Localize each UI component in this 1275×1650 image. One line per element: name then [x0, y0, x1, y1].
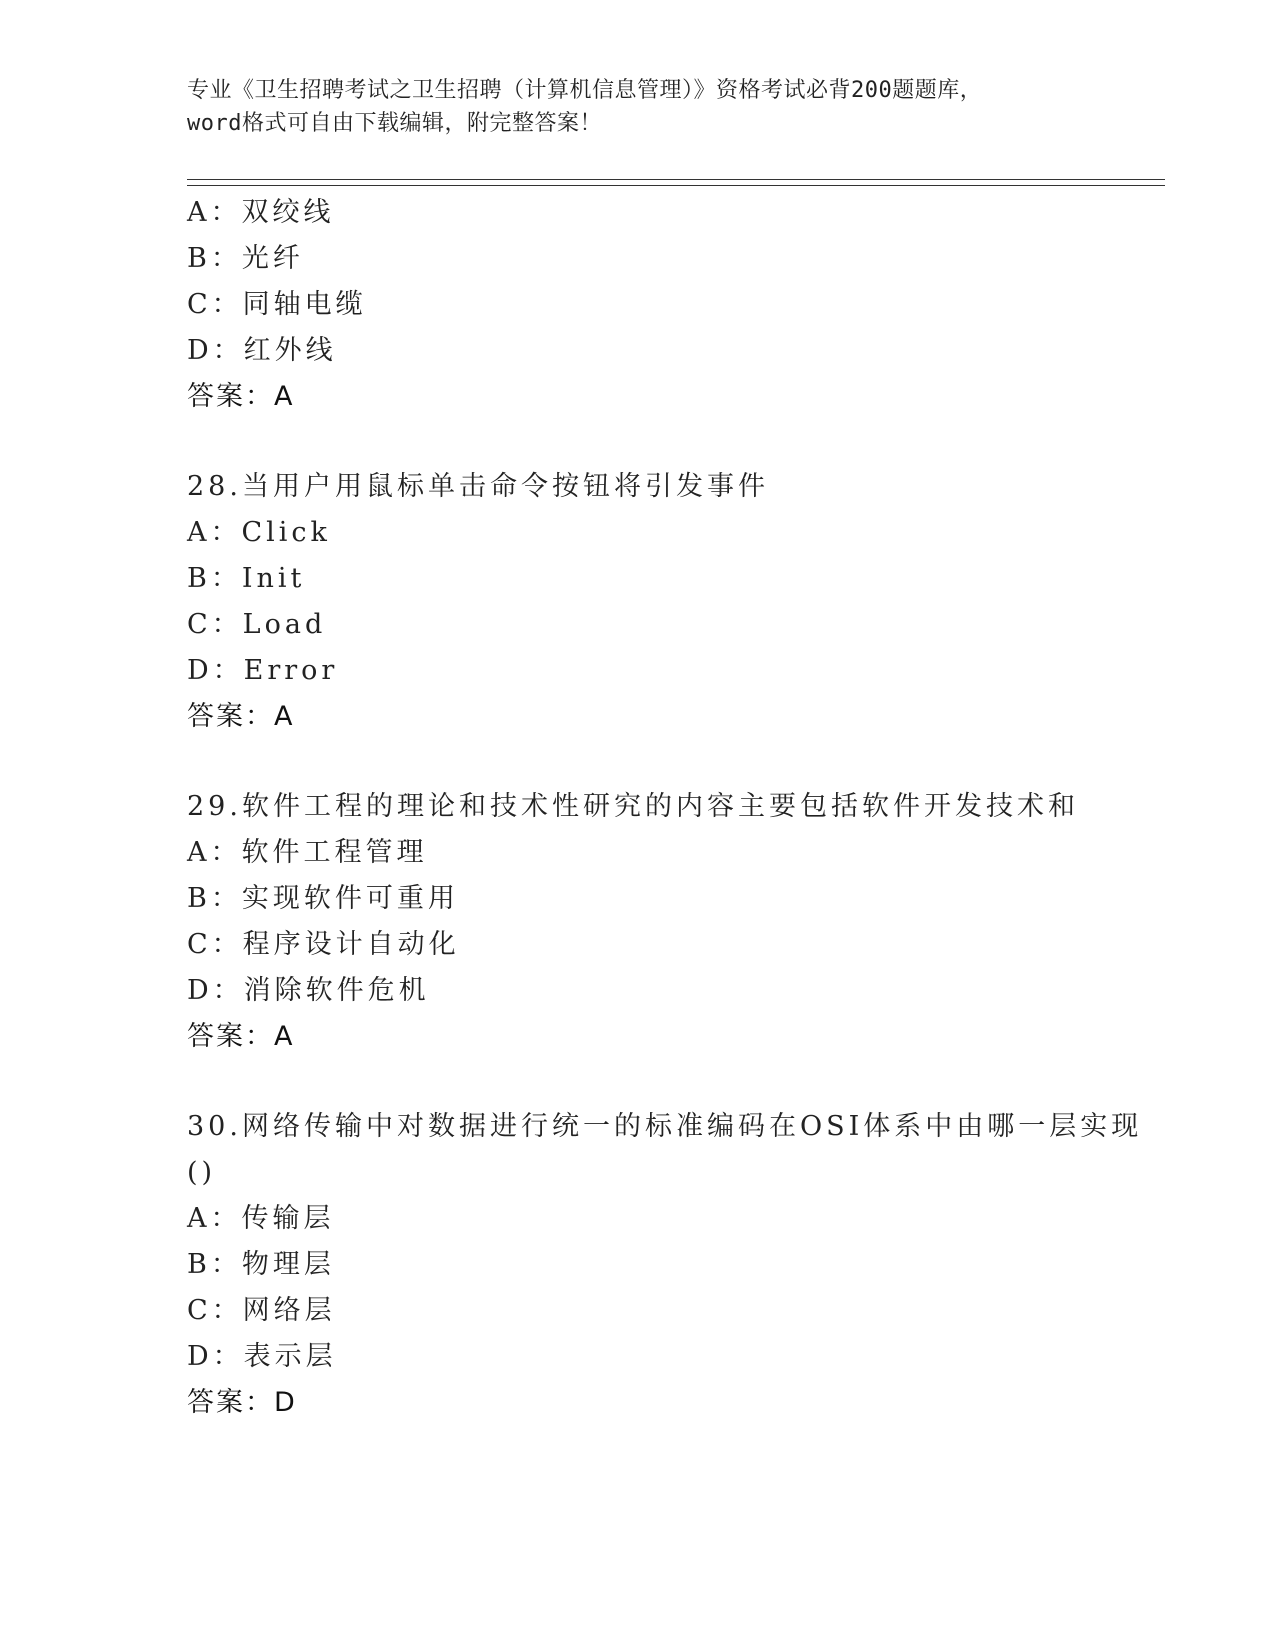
document-header	[187, 74, 1087, 140]
answer-line: 答案：A	[187, 1021, 295, 1052]
option-a: A：传输层	[187, 1203, 335, 1234]
option-b: B：实现软件可重用	[187, 883, 459, 914]
option-b: B：光纤	[187, 243, 304, 274]
question-spacer	[187, 1060, 1167, 1104]
question-30	[187, 1104, 1167, 1426]
question-29	[187, 784, 1167, 1060]
option-c: C：同轴电缆	[187, 289, 367, 320]
header-title-line-1: 专业《卫生招聘考试之卫生招聘（计算机信息管理）》资格考试必背200题题库，	[187, 78, 983, 103]
option-b: B：Init	[187, 563, 306, 594]
option-d: D：红外线	[187, 335, 337, 366]
question-spacer	[187, 740, 1167, 784]
question-title: 28.当用户用鼠标单击命令按钮将引发事件	[187, 471, 769, 502]
option-c: C：程序设计自动化	[187, 929, 460, 960]
question-spacer	[187, 420, 1167, 464]
header-divider-bottom	[187, 185, 1165, 186]
option-a: A：双绞线	[187, 197, 335, 228]
option-d: D：消除软件危机	[187, 975, 430, 1006]
header-divider-top	[187, 179, 1165, 180]
answer-line: 答案：A	[187, 381, 295, 412]
answer-line: 答案：D	[187, 1387, 297, 1418]
option-a: A：软件工程管理	[187, 837, 428, 868]
question-27-continued	[187, 190, 1167, 420]
option-b: B：物理层	[187, 1249, 335, 1280]
option-a: A：Click	[187, 517, 331, 548]
question-28	[187, 464, 1167, 740]
question-title: 29.软件工程的理论和技术性研究的内容主要包括软件开发技术和	[187, 791, 1079, 822]
question-list	[187, 190, 1167, 1426]
option-d: D：Error	[187, 655, 339, 686]
question-title-line-1: 30.网络传输中对数据进行统一的标准编码在OSI体系中由哪一层实现	[187, 1111, 1143, 1142]
answer-line: 答案：A	[187, 701, 295, 732]
question-title-line-2: ()	[187, 1157, 217, 1188]
option-c: C：网络层	[187, 1295, 336, 1326]
header-title-line-2: word格式可自由下载编辑，附完整答案！	[187, 111, 602, 136]
option-d: D：表示层	[187, 1341, 337, 1372]
option-c: C：Load	[187, 609, 327, 640]
